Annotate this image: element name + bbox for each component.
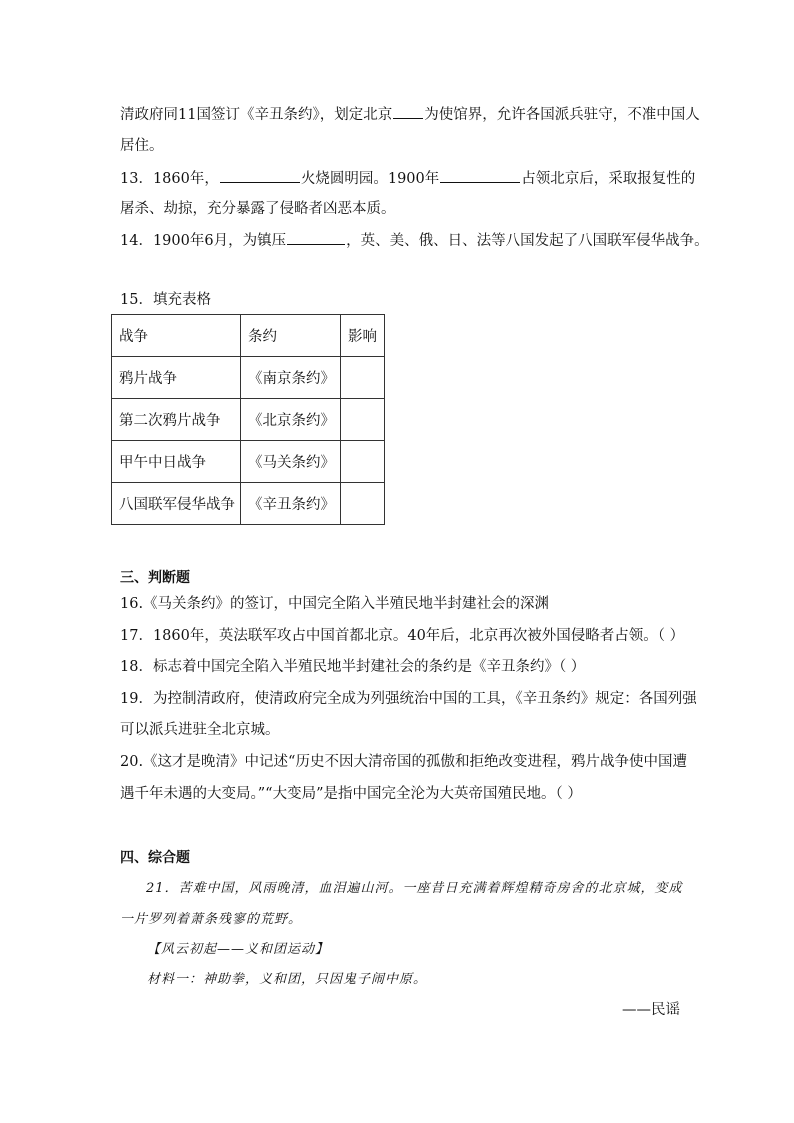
q12-continuation-line1 [120,104,700,125]
question-20-line1: 20.《这才是晚清》中记述“历史不因大清帝国的孤傲和拒绝改变进程，鸦片战争使中国遭 [120,754,687,770]
q12-text-b: 为使馆界，允许各国派兵驻守，不准中国人 [424,107,700,123]
question-21-line1: 21．苦难中国，风雨晚清，血泪遍山河。一座昔日充满着辉煌精奇房舍的北京城，变成 [146,881,683,896]
table-cell-war: 鸦片战争 [112,357,241,399]
material-1: 材料一：神助拳，义和团，只因鬼子闹中原。 [147,972,428,987]
table-cell-war: 甲午中日战争 [112,441,241,483]
q15-text: 15．填充表格 [120,292,211,308]
table-row [112,441,385,483]
answer-blank[interactable] [440,168,520,183]
question-16: 16.《马关条约》的签订，中国完全陷入半殖民地半封建社会的深渊 [120,596,550,612]
q13-text-a: 13．1860年， [120,171,219,187]
question-18: 18．标志着中国完全陷入半殖民地半封建社会的条约是《辛丑条约》（ ） [120,659,586,675]
q13-text-d: 屠杀、劫掠，充分暴露了侵略者凶恶本质。 [120,201,396,217]
table-cell-impact[interactable] [341,441,385,483]
question-13-line1 [120,168,696,189]
table-header-row [112,315,385,357]
q14-text-b: ，英、美、俄、日、法等八国发起了八国联军侵华战争。 [346,233,709,249]
table-row [112,357,385,399]
question-20-line2: 遇千年未遇的大变局。”“大变局”是指中国完全沦为大英帝国殖民地。（ ） [120,786,582,802]
material-source: ——民谣 [622,1002,680,1018]
table-row [112,399,385,441]
table-row [112,483,385,525]
table-cell-war: 八国联军侵华战争 [112,483,241,525]
question-19-line1: 19．为控制清政府，使清政府完全成为列强统治中国的工具，《辛丑条约》规定：各国列强 [120,691,697,707]
question-17: 17．1860年，英法联军攻占中国首都北京。40年后，北京再次被外国侵略者占领。（ ） [120,628,685,644]
question-21-line2: 一片罗列着萧条残寥的荒野。 [120,912,303,927]
question-19-line2: 可以派兵进驻全北京城。 [120,722,280,738]
table-header-cell: 条约 [241,315,341,357]
table-cell-treaty: 《北京条约》 [241,399,341,441]
table-cell-treaty: 《南京条约》 [241,357,341,399]
table-cell-treaty: 《马关条约》 [241,441,341,483]
section-4-heading: 四、综合题 [120,850,190,866]
table-cell-impact[interactable] [341,483,385,525]
table-cell-treaty: 《辛丑条约》 [241,483,341,525]
material-subheading: 【风云初起——义和团运动】 [147,942,330,957]
q13-text-b: 火烧圆明园。1900年 [300,171,440,187]
table-header-cell: 战争 [112,315,241,357]
table-cell-impact[interactable] [341,399,385,441]
answer-blank[interactable] [220,168,300,183]
table-header-cell: 影响 [341,315,385,357]
question-14 [120,230,709,251]
section-3-heading: 三、判断题 [120,570,190,586]
answer-blank[interactable] [393,104,423,119]
q12-text-c: 居住。 [120,138,164,154]
q12-continuation-line2 [120,136,680,156]
table-cell-impact[interactable] [341,357,385,399]
q13-text-c: 占领北京后，采取报复性的 [521,171,696,187]
q14-text-a: 14．1900年6月，为镇压 [120,233,287,249]
question-15-title [120,290,680,310]
question-13-line2 [120,199,680,219]
fill-in-table [111,314,385,525]
table-cell-war: 第二次鸦片战争 [112,399,241,441]
answer-blank[interactable] [287,230,345,245]
q12-text-a: 清政府同11国签订《辛丑条约》，划定北京 [120,107,393,123]
